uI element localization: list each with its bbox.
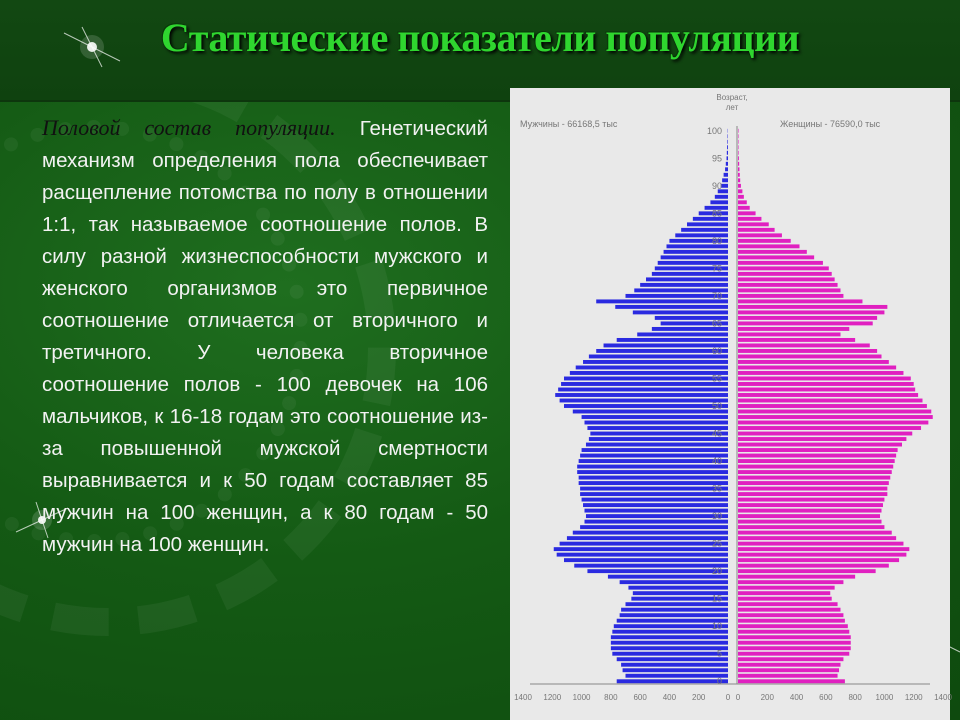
male-bar-age-24 bbox=[554, 547, 728, 551]
x-tick-label: 400 bbox=[789, 693, 804, 702]
body-text: Генетический механизм определения пола обеспечивает расщепление потомства по полу в отношении 1:1, так называемое соотношение полов. В силу разной жизнеспособности мужского и женского организмов это первичное соотношение отличается от вторичного и третичного. У человека вторичное соотношение полов - 100 девочек на 106 мальчиков, к 16-18 годам это соотношение из-за повышенной мужской смертности выравнивается и к 50 годам составляет 85 мужчин на 100 женщин, а к 80 годам - 50 мужчин на 100 женщин. bbox=[42, 117, 488, 556]
female-bar-age-27 bbox=[738, 531, 892, 535]
x-tick-label: 1400 bbox=[934, 693, 952, 702]
female-bar-age-24 bbox=[738, 547, 909, 551]
female-bar-age-43 bbox=[738, 443, 902, 447]
male-bar-age-4 bbox=[617, 657, 728, 661]
female-bar-age-26 bbox=[738, 536, 896, 540]
age-tick-label: 90 bbox=[711, 180, 722, 191]
male-bar-age-2 bbox=[623, 668, 728, 672]
male-bar-age-68 bbox=[615, 305, 728, 309]
age-tick-label: 100 bbox=[706, 125, 722, 136]
female-bar-age-64 bbox=[738, 327, 849, 331]
male-bar-age-58 bbox=[583, 360, 728, 364]
male-bar-age-95 bbox=[727, 156, 728, 160]
female-bar-age-99 bbox=[738, 134, 739, 138]
age-tick-label: 45 bbox=[711, 428, 722, 439]
male-bar-age-9 bbox=[612, 630, 728, 634]
female-bar-age-56 bbox=[738, 371, 903, 375]
male-bar-age-69 bbox=[596, 299, 728, 303]
age-tick-label: 20 bbox=[711, 566, 722, 577]
female-bar-age-19 bbox=[738, 575, 855, 579]
male-bar-age-53 bbox=[558, 388, 728, 392]
female-bar-age-50 bbox=[738, 404, 927, 408]
male-bar-age-31 bbox=[585, 509, 729, 513]
male-bar-age-0 bbox=[617, 679, 728, 683]
female-bar-age-100 bbox=[738, 129, 739, 133]
female-bar-age-60 bbox=[738, 349, 877, 353]
female-bar-age-22 bbox=[738, 558, 899, 562]
male-bar-age-73 bbox=[646, 277, 728, 281]
male-bar-age-23 bbox=[557, 553, 728, 557]
male-bar-age-8 bbox=[611, 635, 728, 639]
male-bar-age-3 bbox=[621, 663, 728, 667]
age-tick-label: 70 bbox=[711, 290, 722, 301]
age-tick-label: 5 bbox=[716, 648, 722, 659]
x-tick-label: 1200 bbox=[543, 693, 562, 702]
female-bar-age-42 bbox=[738, 448, 898, 452]
x-tick-label: 0 bbox=[735, 693, 741, 702]
male-bar-age-18 bbox=[620, 580, 728, 584]
female-bar-age-28 bbox=[738, 525, 884, 529]
female-bar-age-84 bbox=[738, 217, 761, 221]
female-bar-age-36 bbox=[738, 481, 889, 485]
male-bar-age-38 bbox=[577, 470, 728, 474]
age-tick-label: 0 bbox=[716, 676, 722, 687]
female-bar-age-79 bbox=[738, 244, 800, 248]
female-bar-age-6 bbox=[738, 646, 851, 650]
male-bar-age-56 bbox=[570, 371, 728, 375]
male-bar-age-49 bbox=[573, 410, 728, 414]
female-bar-age-1 bbox=[738, 674, 838, 678]
male-bar-age-45 bbox=[590, 432, 728, 436]
male-bar-age-39 bbox=[577, 465, 728, 469]
female-bar-age-10 bbox=[738, 624, 848, 628]
female-bar-age-55 bbox=[738, 377, 911, 381]
female-bar-age-33 bbox=[738, 498, 884, 502]
x-tick-label: 1200 bbox=[904, 693, 923, 702]
female-bar-age-12 bbox=[738, 613, 843, 617]
male-bar-age-25 bbox=[560, 542, 728, 546]
male-bar-age-22 bbox=[564, 558, 728, 562]
male-bar-age-20 bbox=[587, 569, 728, 573]
male-bar-age-46 bbox=[587, 426, 728, 430]
female-bar-age-3 bbox=[738, 663, 841, 667]
female-bar-age-11 bbox=[738, 619, 845, 623]
female-bar-age-85 bbox=[738, 211, 756, 215]
female-bar-age-5 bbox=[738, 652, 849, 656]
male-bar-age-48 bbox=[582, 415, 728, 419]
female-bar-age-17 bbox=[738, 586, 835, 590]
female-bar-age-40 bbox=[738, 459, 895, 463]
male-bar-age-7 bbox=[611, 641, 728, 645]
male-bar-age-37 bbox=[579, 476, 728, 480]
x-tick-label: 600 bbox=[633, 693, 647, 702]
male-bar-age-19 bbox=[608, 575, 728, 579]
x-tick-label: 400 bbox=[662, 693, 677, 702]
male-bar-age-72 bbox=[640, 283, 728, 287]
female-bar-age-88 bbox=[738, 195, 744, 199]
female-bar-age-95 bbox=[738, 156, 739, 160]
male-bar-age-78 bbox=[664, 250, 728, 254]
female-bar-age-30 bbox=[738, 514, 880, 518]
female-bar-age-73 bbox=[738, 277, 835, 281]
male-bar-age-13 bbox=[621, 608, 728, 612]
male-bar-age-98 bbox=[727, 140, 728, 144]
female-bar-age-21 bbox=[738, 564, 889, 568]
age-tick-label: 65 bbox=[711, 318, 722, 329]
female-bar-age-49 bbox=[738, 410, 931, 414]
slide-title: Статические показатели популяции bbox=[160, 15, 800, 60]
female-bar-age-41 bbox=[738, 454, 896, 458]
male-bar-age-54 bbox=[561, 382, 728, 386]
male-bar-age-97 bbox=[727, 145, 728, 149]
female-bar-age-31 bbox=[738, 509, 882, 513]
female-bar-age-61 bbox=[738, 343, 870, 347]
male-bar-age-91 bbox=[722, 178, 728, 182]
female-bar-age-87 bbox=[738, 200, 747, 204]
male-bar-age-83 bbox=[687, 222, 728, 226]
male-bar-age-6 bbox=[611, 646, 728, 650]
female-bar-age-51 bbox=[738, 399, 923, 403]
male-bar-age-27 bbox=[573, 531, 728, 535]
female-bar-age-89 bbox=[738, 189, 742, 193]
male-bar-age-26 bbox=[567, 536, 728, 540]
female-bar-age-82 bbox=[738, 228, 775, 232]
x-tick-label: 1400 bbox=[514, 693, 532, 702]
age-tick-label: 80 bbox=[711, 235, 722, 246]
female-bar-age-0 bbox=[738, 679, 845, 683]
female-bar-age-66 bbox=[738, 316, 877, 320]
age-tick-label: 35 bbox=[711, 483, 722, 494]
female-bar-age-91 bbox=[738, 178, 740, 182]
female-bar-age-8 bbox=[738, 635, 851, 639]
female-bar-age-58 bbox=[738, 360, 889, 364]
male-bar-age-96 bbox=[727, 151, 728, 155]
male-bar-age-41 bbox=[580, 454, 728, 458]
female-bar-age-65 bbox=[738, 321, 873, 325]
male-bar-age-51 bbox=[560, 399, 728, 403]
female-bar-age-70 bbox=[738, 294, 843, 298]
female-bar-age-72 bbox=[738, 283, 838, 287]
male-bar-age-12 bbox=[620, 613, 728, 617]
female-bar-age-18 bbox=[738, 580, 843, 584]
female-bar-age-92 bbox=[738, 173, 740, 177]
age-tick-label: 75 bbox=[711, 263, 722, 274]
female-bar-age-15 bbox=[738, 597, 832, 601]
female-bar-age-63 bbox=[738, 332, 841, 336]
female-bar-age-39 bbox=[738, 465, 893, 469]
male-bar-age-61 bbox=[604, 343, 728, 347]
x-tick-label: 0 bbox=[725, 693, 731, 702]
female-bar-age-62 bbox=[738, 338, 855, 342]
female-bar-age-13 bbox=[738, 608, 841, 612]
female-bar-age-80 bbox=[738, 239, 791, 243]
female-bar-age-53 bbox=[738, 388, 915, 392]
male-bar-age-10 bbox=[614, 624, 728, 628]
female-bar-age-83 bbox=[738, 222, 769, 226]
female-bar-age-4 bbox=[738, 657, 843, 661]
female-bar-age-45 bbox=[738, 432, 912, 436]
female-bar-age-97 bbox=[738, 145, 739, 149]
age-tick-label: 10 bbox=[711, 621, 722, 632]
male-bar-age-67 bbox=[633, 310, 728, 314]
male-bar-age-55 bbox=[564, 377, 728, 381]
male-bar-age-62 bbox=[617, 338, 728, 342]
female-bar-age-25 bbox=[738, 542, 903, 546]
female-bar-age-20 bbox=[738, 569, 876, 573]
female-bar-age-48 bbox=[738, 415, 933, 419]
female-bar-age-96 bbox=[738, 151, 739, 155]
male-bar-age-59 bbox=[589, 355, 728, 359]
female-bar-age-23 bbox=[738, 553, 906, 557]
female-bar-age-59 bbox=[738, 355, 882, 359]
x-tick-label: 800 bbox=[604, 693, 618, 702]
male-bar-age-84 bbox=[693, 217, 728, 221]
female-bar-age-76 bbox=[738, 261, 823, 265]
female-bar-age-54 bbox=[738, 382, 914, 386]
female-bar-age-7 bbox=[738, 641, 851, 645]
male-legend-label: Мужчины - 66168,5 тыс bbox=[520, 119, 618, 129]
male-bar-age-5 bbox=[612, 652, 728, 656]
age-tick-label: 15 bbox=[711, 593, 722, 604]
x-tick-label: 200 bbox=[760, 693, 774, 702]
male-bar-age-17 bbox=[628, 586, 728, 590]
age-tick-label: 60 bbox=[711, 345, 722, 356]
male-bar-age-47 bbox=[585, 421, 729, 425]
male-bar-age-36 bbox=[579, 481, 728, 485]
male-bar-age-44 bbox=[589, 437, 728, 441]
male-bar-age-94 bbox=[726, 162, 728, 166]
female-bar-age-75 bbox=[738, 266, 829, 270]
male-bar-age-77 bbox=[661, 255, 728, 259]
age-tick-label: 50 bbox=[711, 401, 722, 411]
male-bar-age-33 bbox=[582, 498, 728, 502]
female-bar-age-44 bbox=[738, 437, 906, 441]
female-bar-age-77 bbox=[738, 255, 814, 259]
female-bar-age-16 bbox=[738, 591, 830, 595]
female-bar-age-94 bbox=[738, 162, 739, 166]
female-bar-age-46 bbox=[738, 426, 921, 430]
male-bar-age-29 bbox=[585, 520, 729, 524]
age-tick-label: 95 bbox=[711, 153, 722, 164]
male-bar-age-60 bbox=[596, 349, 728, 353]
age-axis-label-line2: лет bbox=[725, 103, 739, 112]
female-bar-age-74 bbox=[738, 272, 832, 276]
male-bar-age-63 bbox=[637, 332, 728, 336]
female-bar-age-38 bbox=[738, 470, 892, 474]
male-bar-age-87 bbox=[710, 200, 728, 204]
female-bar-age-14 bbox=[738, 602, 838, 606]
male-bar-age-21 bbox=[574, 564, 728, 568]
female-bar-age-93 bbox=[738, 167, 739, 171]
body-paragraph bbox=[42, 112, 488, 561]
male-bar-age-35 bbox=[580, 487, 728, 491]
age-tick-label: 55 bbox=[711, 373, 722, 384]
female-bar-age-86 bbox=[738, 206, 750, 210]
population-pyramid-chart bbox=[510, 88, 950, 720]
male-bar-age-40 bbox=[579, 459, 728, 463]
female-bar-age-32 bbox=[738, 503, 883, 507]
male-bar-age-88 bbox=[715, 195, 728, 199]
male-bar-age-28 bbox=[580, 525, 728, 529]
age-tick-label: 85 bbox=[711, 208, 722, 219]
female-bar-age-47 bbox=[738, 421, 928, 425]
female-bar-age-68 bbox=[738, 305, 887, 309]
male-bar-age-50 bbox=[564, 404, 728, 408]
age-tick-label: 30 bbox=[711, 511, 722, 522]
male-bar-age-99 bbox=[728, 134, 729, 138]
chart-svg bbox=[510, 88, 950, 720]
female-bar-age-34 bbox=[738, 492, 887, 496]
female-bar-age-9 bbox=[738, 630, 849, 634]
male-bar-age-32 bbox=[583, 503, 728, 507]
male-bar-age-57 bbox=[576, 366, 728, 370]
female-bar-age-81 bbox=[738, 233, 782, 237]
female-bar-age-57 bbox=[738, 366, 896, 370]
x-tick-label: 1000 bbox=[875, 693, 894, 702]
female-bar-age-90 bbox=[738, 184, 741, 188]
female-bar-age-69 bbox=[738, 299, 862, 303]
female-bar-age-98 bbox=[738, 140, 739, 144]
female-bar-age-2 bbox=[738, 668, 839, 672]
male-bar-age-34 bbox=[580, 492, 728, 496]
female-bar-age-29 bbox=[738, 520, 882, 524]
male-bar-age-82 bbox=[681, 228, 728, 232]
x-tick-label: 800 bbox=[848, 693, 862, 702]
male-bar-age-1 bbox=[626, 674, 729, 678]
female-bar-age-37 bbox=[738, 476, 890, 480]
x-tick-label: 200 bbox=[692, 693, 706, 702]
age-tick-label: 25 bbox=[711, 538, 722, 549]
x-tick-label: 1000 bbox=[572, 693, 591, 702]
age-axis-label-line1: Возраст, bbox=[716, 93, 748, 102]
female-bar-age-52 bbox=[738, 393, 918, 397]
male-series bbox=[554, 129, 728, 683]
male-bar-age-30 bbox=[586, 514, 728, 518]
male-bar-age-43 bbox=[586, 443, 728, 447]
body-lead: Половой состав популяции. bbox=[42, 115, 336, 140]
male-bar-age-93 bbox=[725, 167, 728, 171]
male-bar-age-92 bbox=[724, 173, 728, 177]
x-tick-label: 600 bbox=[819, 693, 833, 702]
sparkle-icon bbox=[62, 22, 122, 72]
female-bar-age-71 bbox=[738, 288, 841, 292]
male-bar-age-42 bbox=[582, 448, 728, 452]
female-series bbox=[738, 129, 933, 683]
female-legend-label: Женщины - 76590,0 тыс bbox=[780, 119, 881, 129]
female-bar-age-67 bbox=[738, 310, 884, 314]
female-bar-age-35 bbox=[738, 487, 887, 491]
male-bar-age-52 bbox=[555, 393, 728, 397]
female-bar-age-78 bbox=[738, 250, 807, 254]
age-tick-label: 40 bbox=[711, 456, 722, 467]
